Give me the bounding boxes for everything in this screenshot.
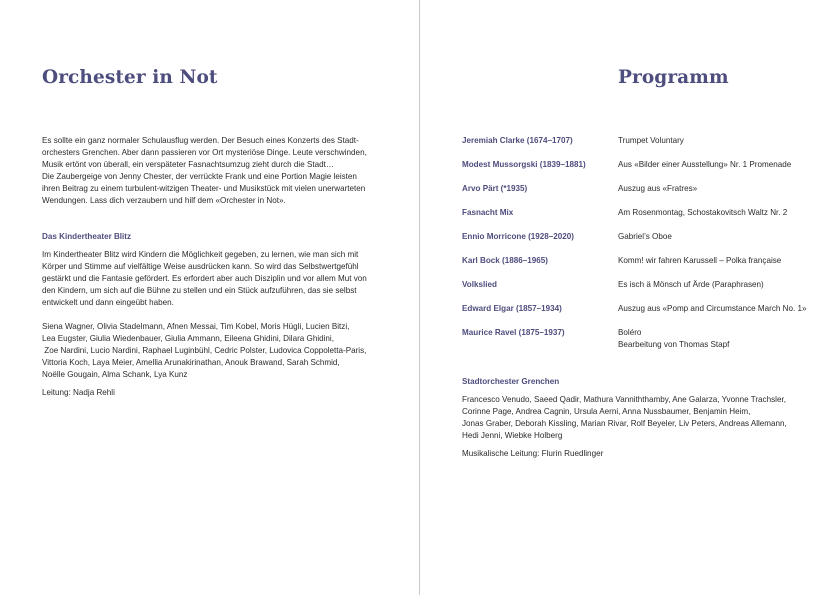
program-composer: Modest Mussorgski (1839–1881) (462, 160, 586, 169)
kindertheater-line: den Kindern, um sich auf die Bühne zu stellen und ein Stück aufzuführen, das sie selbst (42, 286, 357, 295)
program-composer: Arvo Pärt (*1935) (462, 184, 528, 193)
cast-line: Siena Wagner, Olivia Stadelmann, Afnen Messai, Tim Kobel, Moris Hügli, Lucien Bitzi, (42, 322, 350, 331)
program-work-line: Trumpet Voluntary (618, 136, 684, 145)
program-composer: Jeremiah Clarke (1674–1707) (462, 136, 573, 145)
musical-leitung-line: Musikalische Leitung: Flurin Ruedlinger (462, 449, 604, 458)
program-work (618, 135, 684, 147)
orchestra-heading: Stadtorchester Grenchen (462, 377, 560, 386)
program-work (618, 255, 781, 267)
kindertheater-line: gestärkt und die Fantasie gefördert. Es erfordert aber auch Disziplin und vor allem Mut von (42, 274, 367, 283)
program-work (618, 183, 697, 195)
cast-line: Zoe Nardini, Lucio Nardini, Raphael Luginbühl, Cedric Polster, Ludovica Coppoletta-Paris, (42, 346, 367, 355)
intro-line: Musik ertönt von überall, ein verspäteter Fasnachtsumzug zieht durch die Stadt… (42, 160, 334, 169)
program-work-line: Es isch ä Mönsch uf Ärde (Paraphrasen) (618, 280, 764, 289)
program-work-line: Bearbeitung von Thomas Stapf (618, 340, 730, 349)
program-work-line: Auszug aus «Fratres» (618, 184, 698, 193)
program-work (618, 327, 729, 351)
program-work (618, 159, 791, 171)
program-composer: Karl Bock (1886–1965) (462, 256, 548, 265)
intro-line: Wendungen. Lass dich verzaubern und hilf dem «Orchester in Not». (42, 196, 286, 205)
orchestra-line: Francesco Venudo, Saeed Qadir, Mathura Vanniththamby, Ane Galarza, Yvonne Trachsler, (462, 395, 786, 404)
program-work-line: Auszug aus «Pomp and Circumstance March No. 1» (618, 304, 807, 313)
program-work (618, 231, 672, 243)
leitung-line: Leitung: Nadja Rehli (42, 388, 115, 397)
page-title-programm: Programm (618, 67, 729, 88)
orchestra-line: Hedi Jenni, Wiebke Holberg (462, 431, 563, 440)
orchestra-line: Corinne Page, Andrea Cagnin, Ursula Aerni, Anna Nussbaumer, Benjamin Heim, (462, 407, 751, 416)
program-composer: Ennio Morricone (1928–2020) (462, 232, 575, 241)
cast-line: Noëlle Gougain, Alma Schank, Lya Kunz (42, 370, 188, 379)
intro-line: Es sollte ein ganz normaler Schulausflug werden. Der Besuch eines Konzerts des Stadt- (42, 136, 359, 145)
right-page (420, 0, 839, 595)
kindertheater-line: Im Kindertheater Blitz wird Kindern die Möglichkeit gegeben, zu lernen, wie man sich mit (42, 250, 359, 259)
intro-paragraph (42, 135, 377, 207)
program-composer: Edward Elgar (1857–1934) (462, 304, 562, 313)
program-work (618, 279, 764, 291)
program-work-line: Gabriel’s Oboe (618, 232, 672, 241)
intro-line: orchesters Grenchen. Aber dann passieren vor Ort mysteriöse Dinge. Leute verschwinden, (42, 148, 367, 157)
program-work-line: Boléro (618, 328, 642, 337)
left-page (0, 0, 419, 595)
program-work-line: Am Rosenmontag, Schostakovitsch Waltz Nr. 2 (618, 208, 788, 217)
kindertheater-paragraph (42, 249, 377, 309)
kindertheater-line: entwickelt und dann eingeübt haben. (42, 298, 174, 307)
page-title-orchester-in-not: Orchester in Not (42, 67, 218, 88)
intro-line: ihren Beitrag zu einem turbulent-witzigen Theater- und Musikstück mit vielen unerwarteten (42, 184, 366, 193)
orchestra-members (462, 394, 832, 442)
program-work (618, 303, 807, 315)
cast-line: Vittoria Koch, Laya Meier, Amellia Arunakirinathan, Anouk Brawand, Sarah Schmid, (42, 358, 340, 367)
program-work-line: Komm! wir fahren Karussell – Polka française (618, 256, 782, 265)
kindertheater-line: Körper und Stimme auf vielfältige Weise ausdrücken kann. So wird das Selbstwertgefühl (42, 262, 359, 271)
cast-line: Lea Eugster, Giulia Wiedenbauer, Giulia Ammann, Eileena Ghidini, Dilara Ghidini, (42, 334, 334, 343)
program-composer: Volkslied (462, 280, 497, 289)
program-work-line: Aus «Bilder einer Ausstellung» Nr. 1 Promenade (618, 160, 792, 169)
cast-list (42, 321, 377, 381)
program-work (618, 207, 787, 219)
orchestra-line: Jonas Graber, Deborah Kissling, Marian Rivar, Rolf Beyeler, Liv Peters, Andreas Allemann, (462, 419, 787, 428)
kindertheater-heading: Das Kindertheater Blitz (42, 232, 132, 241)
intro-line: Die Zaubergeige von Jenny Chester, der verrückte Frank und eine Portion Magie leisten (42, 172, 357, 181)
program-composer: Fasnacht Mix (462, 208, 514, 217)
program-composer: Maurice Ravel (1875–1937) (462, 328, 565, 337)
